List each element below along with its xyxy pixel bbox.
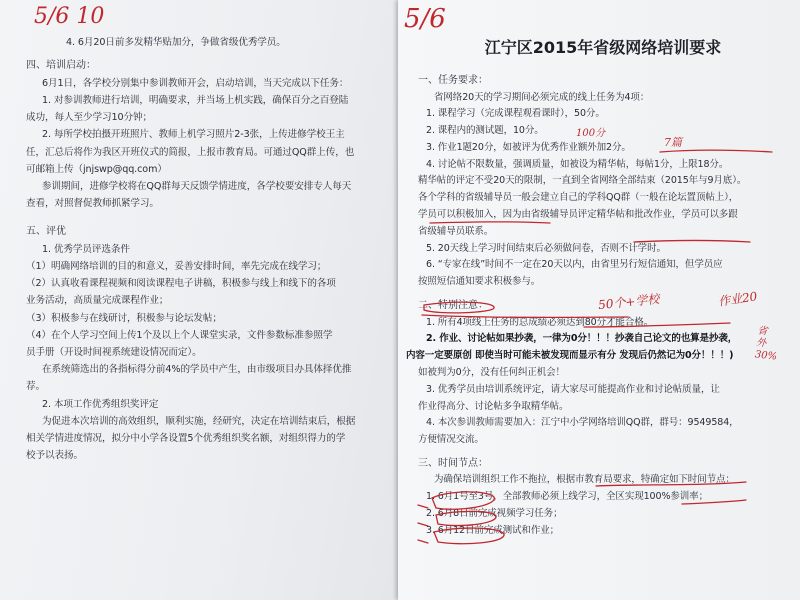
text-line: 按照短信通知要求积极参与。 [418, 276, 541, 288]
text-line: 1. 课程学习（完成课程观看课时），50分。 [426, 108, 605, 120]
section-heading: 三、时间节点： [418, 457, 488, 469]
right-page [398, 0, 800, 600]
text-line: 方便情况交流。 [418, 434, 484, 446]
section-heading: 五、评优 [26, 226, 66, 238]
warning-line: 2. 作业、讨论帖如果抄袭，一律为0分！！！抄袭自己论文的也算是抄袭， [426, 333, 738, 345]
text-line: 4. 本次参训教师需要加入：江宁中小学网络培训QQ群，群号：9549584， [426, 417, 739, 429]
text-line: 1. 优秀学员评选条件 [42, 243, 130, 255]
text-line: 精华帖的评定不受20天的限制，一直到全省网络全部结束（2015年与9月底）。 [418, 175, 747, 187]
text-line: 4. 讨论帖不限数量，强调质量，如被设为精华帖，每帖1分，上限18分。 [426, 158, 729, 170]
text-line: （3）积极参与在线研讨，积极参与论坛发帖； [26, 312, 222, 324]
tick-mark [418, 540, 428, 543]
text-line: 为确保培训组织工作不拖拉，根据市教育局要求，特确定如下时间节点： [434, 474, 735, 486]
text-line: （4）在个人学习空间上传1个及以上个人课堂实录，文件参数标准参照学 [26, 329, 333, 341]
text-line: 校予以表扬。 [26, 450, 83, 462]
text-line: 查看，对照督促教师抓紧学习。 [26, 198, 159, 210]
handwritten-note: 省外30% [754, 325, 778, 363]
text-line: 在系统筛选出的各指标得分前4%的学员中产生，由市级项目办具体择优推 [42, 364, 352, 376]
text-line: （2）认真收看课程视频和阅读课程电子讲稿，积极参与线上和线下的各项 [26, 278, 336, 290]
handwritten-note: 100分 [576, 128, 606, 139]
text-line: 各个学科的省级辅导员一般会建立自己的学科QQ群（一般在论坛置顶帖上）， [418, 192, 739, 204]
text-line: 荐。 [26, 381, 45, 393]
text-line: 3. 作业1题20分，如被评为优秀作业额外加2分。 [426, 141, 631, 153]
text-line: 1. 6月1号至3号，全部教师必须上线学习，全区实现100%参训率； [426, 491, 708, 503]
text-line: 任，汇总后将作为我区开班仪式的简报，上报市教育局。可通过QQ群上传，也 [26, 146, 355, 158]
left-page [0, 0, 398, 600]
text-line: 成功，每人至少学习10分钟； [26, 112, 152, 124]
text-line: 如被判为0分，没有任何纠正机会！ [418, 366, 565, 378]
text-line: 为促进本次培训的高效组织，顺利实施，经研究，决定在培训结束后，根据 [42, 415, 356, 427]
text-line: 相关学情进度情况，拟分中小学各设置5个优秀组织奖名额，对组织得力的学 [26, 433, 346, 445]
text-line: 省网络20天的学习期间必须完成的线上任务为4项： [434, 91, 650, 103]
text-line: 1. 对参训教师进行培训，明确要求，并当场上机实践，确保百分之百登陆 [42, 94, 349, 106]
text-line: 2. 课程内的测试题，10分。 [426, 125, 544, 137]
section-heading: 二、特别注意： [418, 300, 488, 312]
text-line: 3. 6月12日前完成测试和作业； [426, 524, 560, 536]
section-heading: 一、任务要求： [418, 75, 488, 86]
handwritten-note: 7篇 [664, 136, 682, 149]
text-line: 2. 每所学校拍摄开班照片、教师上机学习照片2-3张，上传进修学校王主 [42, 129, 345, 141]
text-line: 业务活动，高质量完成课程作业； [26, 295, 169, 307]
text-line: 2. 6月8日前完成视频学习任务； [426, 508, 563, 520]
page-title: 江宁区2015年省级网络培训要求 [484, 38, 722, 57]
text-line: 作业得高分、讨论帖多争取精华帖。 [418, 400, 569, 412]
section-heading: 四、培训启动： [26, 60, 96, 72]
text-line: 3. 优秀学员由培训系统评定，请大家尽可能提高作业和讨论帖质量，让 [426, 383, 720, 395]
text-line: 6. “专家在线”时间不一定在20天以内，由省里另行短信通知，但学员应 [426, 259, 723, 271]
score-annotation: 5/6 10 [34, 4, 105, 29]
text-line: 1. 所有4项线上任务的总成绩必须达到80分才能合格。 [426, 316, 654, 328]
text-line: 6月1日，各学校分别集中参训教师开会，启动培训，当天完成以下任务： [42, 77, 349, 89]
handwritten-note: 作业20 [717, 289, 759, 309]
warning-line: 内容一定要原创 即使当时可能未被发现而显示有分 发现后仍然记为0分！！！) [406, 350, 734, 362]
text-line: 员手册（开设时间视系统建设情况而定）。 [26, 347, 202, 359]
text-line: 学员可以积极加入，因为由省级辅导员评定精华帖和批改作业，学员可以多跟 [418, 209, 738, 221]
text-line: 4. 6月20日前多发精华贴加分，争做省级优秀学员。 [66, 37, 286, 48]
text-line: 5. 20天线上学习时间结束后必须做问卷，否则不计学时。 [426, 242, 666, 254]
text-line: （1）明确网络培训的目的和意义，妥善安排时间，率先完成在线学习； [26, 261, 327, 273]
text-line: 2. 本项工作优秀组织奖评定 [42, 398, 159, 410]
score-annotation: 5/6 [404, 4, 446, 34]
handwritten-note: 50个+学校 [597, 291, 660, 313]
text-line: 参训期间，进修学校将在QQ群每天反馈学情进度，各学校要安排专人每天 [42, 180, 352, 192]
text-line: 省级辅导员联系。 [418, 225, 494, 237]
text-line: 可邮箱上传（jnjswp@qq.com） [26, 163, 167, 175]
